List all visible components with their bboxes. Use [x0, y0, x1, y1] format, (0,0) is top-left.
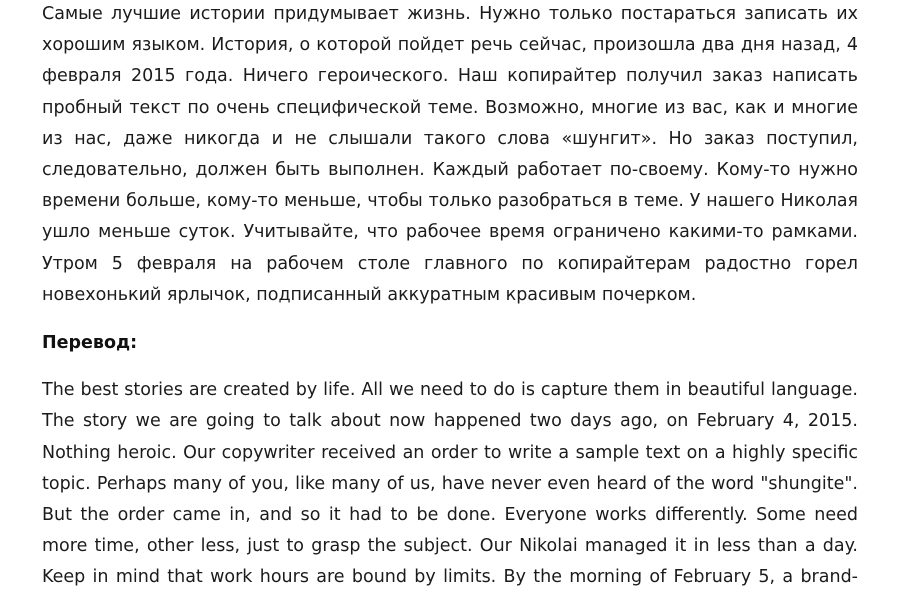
text-line: Утром 5 февраля на рабочем столе главного по копирайтерам радостно горел — [42, 253, 858, 274]
text-line: topic. Perhaps many of you, like many of us, have never even heard of the word "shungite". — [42, 473, 858, 494]
translation-heading: Перевод: — [42, 333, 138, 354]
text-line: ушло меньше суток. Учитывайте, что рабочее время ограничено какими-то рамками. — [42, 222, 858, 243]
text-line: новехонький ярлычок, подписанный аккуратным красивым почерком. — [42, 284, 697, 305]
text-line: времени больше, кому-то меньше, чтобы только разобраться в теме. У нашего Николая — [42, 191, 858, 212]
text-line: Самые лучшие истории придумывает жизнь. Нужно только постараться записать их — [42, 4, 858, 24]
text-line: Nothing heroic. Our copywriter received an order to write a sample text on a highly specific — [42, 442, 858, 463]
text-line: more time, other less, just to grasp the subject. Our Nikolai managed it in less than a day. — [42, 536, 858, 557]
text-line: следовательно, должен быть выполнен. Каждый работает по-своему. Кому-то нужно — [42, 160, 858, 181]
text-line: пробный текст по очень специфической теме. Возможно, многие из вас, как и многие — [42, 97, 858, 118]
russian-paragraph — [42, 0, 858, 311]
text-line: The best stories are created by life. All we need to do is capture them in beautiful language. — [42, 380, 858, 401]
text-line: Keep in mind that work hours are bound by limits. By the morning of February 5, a brand- — [42, 567, 858, 588]
text-line: But the order came in, and so it had to be done. Everyone works differently. Some need — [42, 505, 858, 526]
text-line: февраля 2015 года. Ничего героического. Наш копирайтер получил заказ написать — [42, 66, 858, 87]
text-line: The story we are going to talk about now happened two days ago, on February 4, 2015. — [42, 411, 858, 432]
text-line: хорошим языком. История, о которой пойдет речь сейчас, произошла два дня назад, 4 — [42, 35, 858, 56]
english-paragraph — [42, 375, 858, 593]
text-line: из нас, даже никогда и не слышали такого слова «шунгит». Но заказ поступил, — [42, 128, 858, 149]
document-page — [42, 0, 858, 594]
